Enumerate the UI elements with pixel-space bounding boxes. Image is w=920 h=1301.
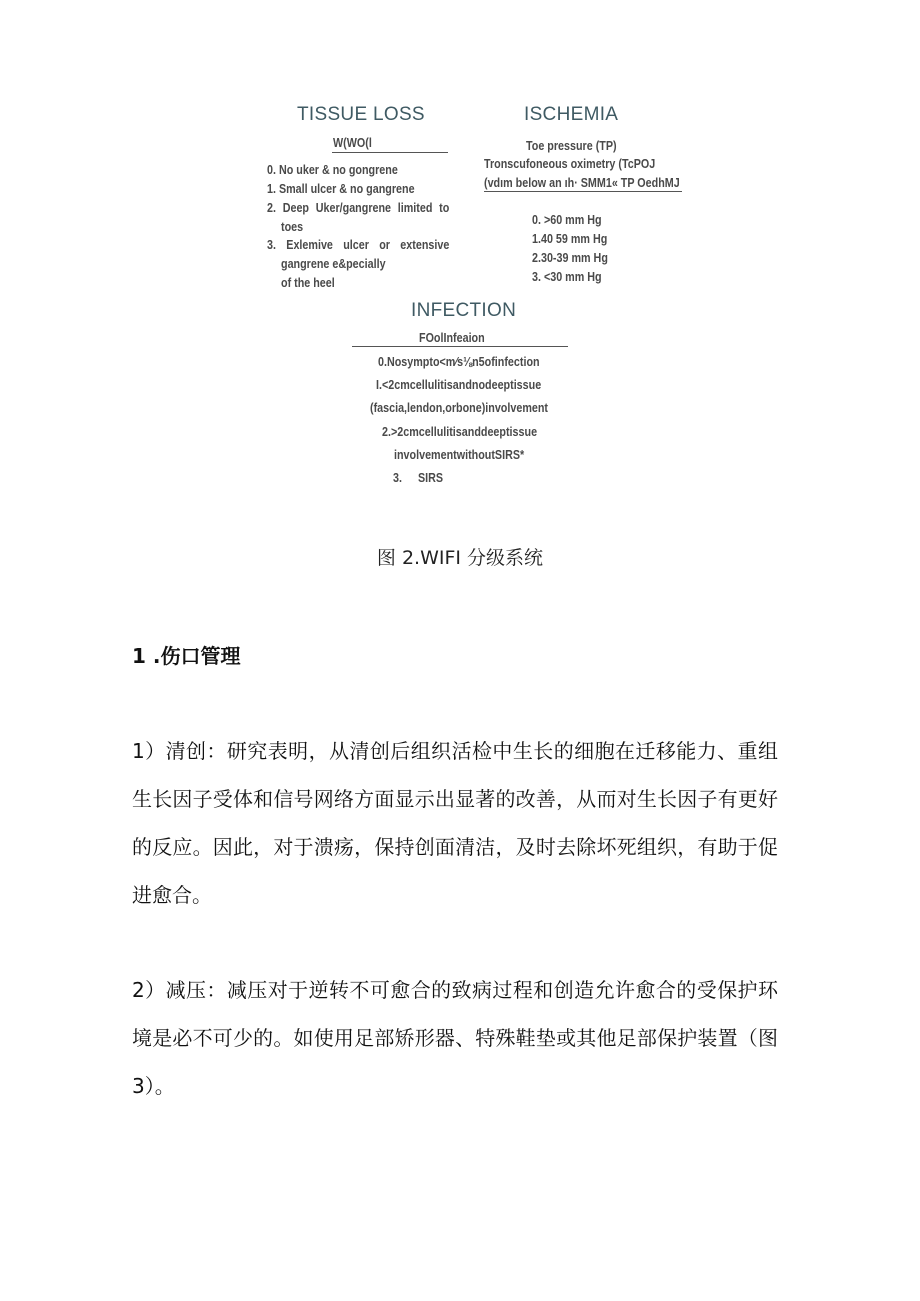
infection-item: I.<2cmcellulitisandnodeeptissue — [376, 378, 542, 392]
ischemia-item: 3. <30 mm Hg — [532, 270, 602, 284]
ischemia-item: 0. >60 mm Hg — [532, 213, 602, 227]
tissue-loss-item: 3. Exlemive ulcer or extensive — [267, 238, 450, 252]
tissue-loss-heading: TISSUE LOSS — [297, 104, 425, 125]
ischemia-item: 2.30-39 mm Hg — [532, 251, 608, 265]
figure-caption: 图 2.WIFI 分级系统 — [376, 547, 544, 569]
ischemia-line: Tronscufoneous oximetry (TcPOJ — [484, 157, 656, 171]
infection-item: (fascia,lendon,orbone)involvement — [370, 401, 549, 415]
ischemia-rule — [484, 191, 682, 192]
paragraph-offloading: 2）减压：减压对于逆转不可愈合的致病过程和创造允许愈合的受保护环境是必不可少的。如使用足部矫形器、特殊鞋垫或其他足部保护装置（图3）。 — [132, 978, 778, 1098]
tissue-loss-item: of the heel — [281, 276, 335, 290]
tissue-loss-item: 0. No uker & no gongrene — [267, 163, 398, 177]
ischemia-item: 1.40 59 mm Hg — [532, 232, 608, 246]
infection-rule — [352, 346, 568, 347]
wifi-classification-figure — [0, 0, 920, 520]
tissue-loss-rule — [332, 152, 448, 153]
tissue-loss-subheading: W(WO(l — [333, 136, 372, 150]
ischemia-line: (vdım below an ıh· SMM1« TP OedhMJ — [484, 176, 680, 190]
tissue-loss-item: 2. Deep Uker/gangrene limited to — [267, 201, 450, 215]
tissue-loss-item: 1. Small ulcer & no gangrene — [267, 182, 415, 196]
infection-item-number: 3. — [393, 471, 402, 485]
infection-heading: INFECTION — [411, 300, 517, 321]
ischemia-line: Toe pressure (TP) — [526, 139, 617, 153]
infection-item: 0.Nosympto<m⁄s⅛n5ofinfection — [378, 355, 540, 369]
tissue-loss-item: gangrene e&pecially — [281, 257, 386, 271]
paragraph-debridement: 1）清创：研究表明，从清创后组织活检中生长的细胞在迁移能力、重组生长因子受体和信号网络方面显示出显著的改善，从而对生长因子有更好的反应。因此，对于溃疡，保持创面清洁，及时去除坏死组织，有助于促进愈合。 — [132, 739, 778, 907]
section-title: 1 .伤口管理 — [132, 644, 241, 668]
tissue-loss-item: toes — [281, 220, 304, 234]
infection-subheading: FOolInfeaion — [419, 331, 485, 345]
infection-item: 2.>2cmcellulitisanddeeptissue — [382, 425, 538, 439]
infection-item: involvementwithoutSIRS* — [394, 448, 525, 462]
infection-item: SIRS — [418, 471, 444, 485]
ischemia-heading: ISCHEMIA — [524, 104, 619, 125]
